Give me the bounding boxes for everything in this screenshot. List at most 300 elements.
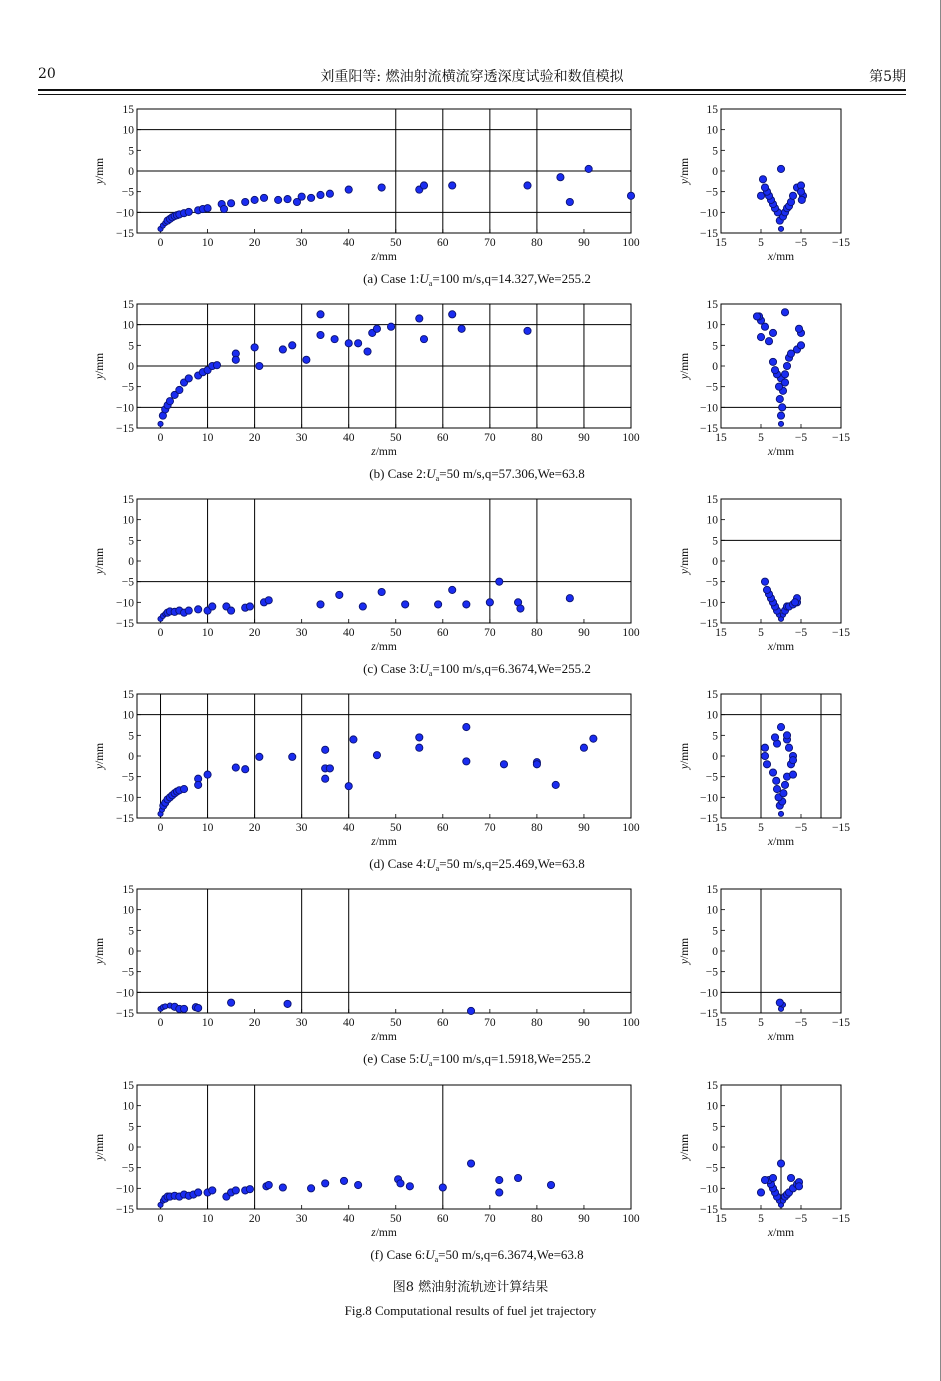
- data-point: [496, 578, 503, 585]
- y-tick-label: 5: [128, 1121, 134, 1134]
- chart-e-end: [679, 884, 850, 1043]
- data-point: [317, 331, 324, 338]
- y-axis-label: y/mm: [94, 352, 106, 380]
- y-tick-label: −10: [700, 987, 718, 1000]
- figure-caption-cn: 图8 燃油射流轨迹计算结果: [392, 1280, 549, 1295]
- y-axis-label: y/mm: [94, 742, 106, 770]
- y-tick-label: −5: [121, 966, 134, 979]
- x-axis-label: z/mm: [371, 1227, 397, 1239]
- y-tick-label: 10: [706, 514, 718, 527]
- data-points: [158, 723, 597, 816]
- data-point: [378, 588, 385, 595]
- x-axis-label: x/mm: [767, 1031, 795, 1043]
- y-tick-label: 5: [128, 925, 134, 938]
- y-axis-label: y/mm: [94, 547, 106, 575]
- subfigure-caption: (b) Case $2:U_a=50$ m/s,q=57.306,We=63.8: [369, 466, 585, 483]
- data-point: [176, 386, 183, 393]
- data-point: [242, 766, 249, 773]
- x-axis-label: z/mm: [371, 446, 397, 458]
- y-tick-label: −5: [705, 771, 718, 784]
- y-tick-label: 10: [706, 904, 718, 917]
- x-tick-label: 80: [531, 237, 543, 249]
- data-point: [467, 1160, 474, 1167]
- data-point: [260, 194, 267, 201]
- x-tick-label: 100: [622, 237, 640, 249]
- y-tick-label: 10: [706, 319, 718, 332]
- plot-frame: [721, 499, 841, 623]
- y-tick-label: 5: [128, 730, 134, 743]
- y-tick-label: 15: [706, 884, 718, 896]
- x-tick-label: 50: [390, 822, 402, 834]
- x-tick-label: 90: [578, 237, 590, 249]
- y-tick-label: −10: [116, 1183, 134, 1196]
- y-tick-label: −5: [705, 186, 718, 199]
- x-tick-label: 80: [531, 822, 543, 834]
- data-point: [783, 362, 790, 369]
- x-tick-label: 5: [758, 822, 764, 834]
- data-point: [783, 732, 790, 739]
- x-axis-label: z/mm: [371, 836, 397, 848]
- data-point: [387, 323, 394, 330]
- x-tick-label: 15: [715, 822, 727, 834]
- x-tick-label: 30: [295, 822, 308, 834]
- x-tick-label: 80: [531, 1017, 543, 1029]
- x-tick-label: −5: [794, 237, 808, 249]
- y-tick-label: −5: [705, 576, 718, 589]
- data-point: [585, 165, 592, 172]
- y-tick-label: −10: [116, 597, 134, 610]
- x-tick-label: 15: [715, 627, 727, 639]
- x-tick-label: 60: [437, 627, 449, 639]
- data-point: [777, 165, 784, 172]
- x-axis-label: x/mm: [767, 1227, 795, 1239]
- y-tick-label: 0: [128, 751, 134, 763]
- data-point: [345, 186, 352, 193]
- data-point: [279, 1184, 286, 1191]
- y-tick-label: 0: [128, 556, 134, 568]
- x-tick-label: −15: [832, 822, 850, 834]
- x-axis-label: x/mm: [767, 641, 795, 653]
- y-axis-label: y/mm: [94, 1133, 106, 1161]
- y-tick-label: 0: [128, 166, 134, 178]
- y-tick-label: 10: [122, 709, 134, 722]
- subfigure-caption: (f) Case $6:U_a=50$ m/s,q=6.3674,We=63.8: [370, 1247, 584, 1264]
- y-tick-label: 5: [712, 145, 718, 158]
- x-tick-label: 100: [622, 822, 640, 834]
- x-tick-label: 5: [758, 1017, 764, 1029]
- data-point: [246, 603, 253, 610]
- x-tick-label: 10: [201, 432, 214, 444]
- x-axis-label: x/mm: [767, 446, 795, 458]
- y-axis-label: y/mm: [94, 157, 106, 185]
- data-point: [781, 781, 788, 788]
- data-point: [787, 1174, 794, 1181]
- data-point: [778, 811, 783, 816]
- data-point: [275, 196, 282, 203]
- y-tick-label: −10: [700, 597, 718, 610]
- data-point: [359, 603, 366, 610]
- data-point: [773, 785, 780, 792]
- data-point: [763, 586, 770, 593]
- x-tick-label: 0: [157, 822, 164, 834]
- subfigure-caption: (a) Case $1:U_a=100$ m/s,q=14.327,We=255.2: [363, 271, 591, 288]
- y-tick-label: 5: [712, 340, 718, 353]
- data-point: [524, 327, 531, 334]
- data-point: [416, 315, 423, 322]
- data-point: [364, 348, 371, 355]
- y-axis-label: y/mm: [679, 937, 691, 965]
- y-tick-label: −5: [705, 381, 718, 394]
- x-tick-label: 50: [390, 1017, 402, 1029]
- x-tick-label: 15: [715, 237, 727, 249]
- x-tick-label: 70: [484, 1017, 496, 1029]
- y-tick-label: 15: [122, 1080, 134, 1092]
- data-points: [757, 1160, 802, 1208]
- y-tick-label: 0: [712, 556, 718, 568]
- figure-caption-en: Fig.8 Computational results of fuel jet trajectory: [344, 1303, 597, 1318]
- data-point: [552, 781, 559, 788]
- data-point: [220, 205, 227, 212]
- data-points: [158, 311, 531, 427]
- data-point: [789, 192, 796, 199]
- y-tick-label: 5: [712, 535, 718, 548]
- y-tick-label: −10: [116, 207, 134, 220]
- data-point: [284, 1000, 291, 1007]
- x-tick-label: 80: [531, 627, 543, 639]
- plot-frame: [137, 889, 631, 1013]
- plot-frame: [721, 889, 841, 1013]
- data-point: [769, 769, 776, 776]
- data-point: [795, 325, 802, 332]
- y-tick-label: 0: [128, 361, 134, 373]
- y-tick-label: −5: [121, 186, 134, 199]
- data-point: [449, 586, 456, 593]
- data-point: [777, 412, 784, 419]
- x-tick-label: 80: [531, 1213, 543, 1225]
- data-point: [416, 734, 423, 741]
- y-tick-label: 15: [122, 104, 134, 116]
- data-point: [797, 188, 804, 195]
- x-tick-label: 20: [248, 237, 261, 249]
- data-point: [317, 601, 324, 608]
- data-point: [232, 1187, 239, 1194]
- x-tick-label: 30: [295, 1213, 308, 1225]
- x-tick-label: 50: [390, 627, 402, 639]
- x-tick-label: 5: [758, 237, 764, 249]
- y-tick-label: 5: [712, 925, 718, 938]
- data-point: [284, 196, 291, 203]
- y-tick-label: −10: [700, 207, 718, 220]
- y-axis-label: y/mm: [679, 157, 691, 185]
- data-points: [761, 723, 796, 816]
- y-tick-label: 5: [712, 1121, 718, 1134]
- data-point: [373, 752, 380, 759]
- data-point: [778, 421, 783, 426]
- data-point: [373, 325, 380, 332]
- y-tick-label: 10: [122, 124, 134, 137]
- data-point: [227, 200, 234, 207]
- x-tick-label: 60: [437, 822, 449, 834]
- data-point: [195, 1004, 202, 1011]
- data-point: [251, 196, 258, 203]
- x-tick-label: 70: [484, 1213, 496, 1225]
- chart-a-end: [679, 104, 850, 263]
- data-point: [496, 1189, 503, 1196]
- x-tick-label: 90: [578, 432, 590, 444]
- data-point: [761, 744, 768, 751]
- data-point: [180, 1005, 187, 1012]
- y-tick-label: −5: [121, 771, 134, 784]
- y-tick-label: 15: [706, 494, 718, 506]
- data-point: [557, 174, 564, 181]
- chart-b-side: [94, 299, 640, 483]
- data-point: [781, 309, 788, 316]
- data-points: [158, 999, 475, 1014]
- y-tick-label: 0: [712, 1142, 718, 1154]
- data-points: [753, 309, 804, 427]
- y-tick-label: 10: [706, 124, 718, 137]
- data-point: [439, 1184, 446, 1191]
- x-tick-label: 20: [248, 432, 261, 444]
- y-tick-label: 10: [122, 514, 134, 527]
- data-point: [227, 607, 234, 614]
- data-point: [232, 356, 239, 363]
- y-tick-label: 0: [712, 946, 718, 958]
- data-point: [757, 333, 764, 340]
- x-tick-label: 15: [715, 1017, 727, 1029]
- data-point: [322, 1180, 329, 1187]
- x-tick-label: 40: [342, 432, 355, 444]
- x-tick-label: 0: [157, 237, 164, 249]
- chart-c-end: [679, 494, 850, 653]
- data-point: [781, 371, 788, 378]
- x-tick-label: 10: [201, 1213, 214, 1225]
- y-tick-label: −5: [705, 966, 718, 979]
- x-tick-label: 15: [715, 1213, 727, 1225]
- data-point: [463, 601, 470, 608]
- y-tick-label: −10: [700, 402, 718, 415]
- x-tick-label: 20: [248, 1017, 261, 1029]
- x-tick-label: 0: [157, 1213, 164, 1225]
- y-tick-label: −15: [700, 813, 718, 825]
- y-tick-label: 15: [122, 299, 134, 311]
- data-point: [435, 601, 442, 608]
- x-tick-label: 70: [484, 237, 496, 249]
- data-point: [256, 753, 263, 760]
- data-point: [761, 184, 768, 191]
- y-tick-label: 15: [706, 689, 718, 701]
- x-tick-label: 80: [531, 432, 543, 444]
- x-tick-label: 100: [622, 1017, 640, 1029]
- x-tick-label: −15: [832, 1017, 850, 1029]
- chart-f-end: [679, 1080, 850, 1239]
- data-points: [158, 1160, 555, 1208]
- data-point: [265, 597, 272, 604]
- data-point: [289, 342, 296, 349]
- data-point: [449, 311, 456, 318]
- data-point: [777, 723, 784, 730]
- data-point: [265, 1181, 272, 1188]
- y-tick-label: −10: [116, 402, 134, 415]
- x-tick-label: 100: [622, 1213, 640, 1225]
- y-tick-label: 10: [706, 709, 718, 722]
- data-point: [185, 607, 192, 614]
- plot-frame: [137, 694, 631, 818]
- data-point: [195, 781, 202, 788]
- data-point: [753, 313, 760, 320]
- y-tick-label: −15: [700, 228, 718, 240]
- y-axis-label: y/mm: [679, 742, 691, 770]
- y-tick-label: 15: [706, 104, 718, 116]
- y-tick-label: 5: [128, 340, 134, 353]
- issue-number: 第5期: [869, 69, 906, 85]
- x-tick-label: 50: [390, 1213, 402, 1225]
- data-point: [185, 375, 192, 382]
- data-point: [776, 395, 783, 402]
- data-point: [797, 342, 804, 349]
- x-tick-label: −5: [794, 1017, 808, 1029]
- x-tick-label: 5: [758, 1213, 764, 1225]
- data-point: [777, 1160, 784, 1167]
- data-point: [345, 340, 352, 347]
- data-point: [517, 605, 524, 612]
- x-tick-label: 90: [578, 627, 590, 639]
- page-number: 20: [38, 66, 56, 82]
- y-tick-label: −15: [700, 618, 718, 630]
- data-point: [256, 362, 263, 369]
- y-tick-label: 0: [128, 1142, 134, 1154]
- data-point: [298, 193, 305, 200]
- y-tick-label: 10: [122, 319, 134, 332]
- subfigure-caption: (d) Case $4:U_a=50$ m/s,q=25.469,We=63.8: [369, 856, 585, 873]
- x-tick-label: 40: [342, 1017, 355, 1029]
- y-tick-label: −15: [116, 1204, 134, 1216]
- x-axis-label: z/mm: [371, 641, 397, 653]
- x-tick-label: 20: [248, 1213, 261, 1225]
- subfigure-caption: (c) Case $3:U_a=100$ m/s,q=6.3674,We=255.2: [363, 661, 591, 678]
- y-tick-label: −15: [116, 228, 134, 240]
- x-axis-label: z/mm: [371, 251, 397, 263]
- x-tick-label: 40: [342, 237, 355, 249]
- x-tick-label: 60: [437, 237, 449, 249]
- data-point: [195, 1189, 202, 1196]
- x-tick-label: 60: [437, 1017, 449, 1029]
- x-tick-label: −15: [832, 1213, 850, 1225]
- x-tick-label: −15: [832, 432, 850, 444]
- data-points: [776, 999, 785, 1011]
- y-tick-label: 15: [706, 1080, 718, 1092]
- data-point: [350, 736, 357, 743]
- x-tick-label: 0: [157, 627, 164, 639]
- data-point: [769, 358, 776, 365]
- y-tick-label: 0: [712, 751, 718, 763]
- data-point: [795, 1183, 802, 1190]
- data-point: [486, 599, 493, 606]
- y-tick-label: 15: [706, 299, 718, 311]
- y-tick-label: −10: [116, 792, 134, 805]
- data-point: [761, 752, 768, 759]
- data-point: [378, 184, 385, 191]
- chart-d-side: [94, 689, 640, 873]
- data-point: [317, 191, 324, 198]
- y-tick-label: 10: [122, 1100, 134, 1113]
- data-point: [463, 723, 470, 730]
- data-point: [331, 336, 338, 343]
- y-axis-label: y/mm: [94, 937, 106, 965]
- chart-a-side: [94, 104, 640, 288]
- y-tick-label: −5: [705, 1162, 718, 1175]
- y-tick-label: −10: [116, 987, 134, 1000]
- y-tick-label: 10: [122, 904, 134, 917]
- y-tick-label: −10: [700, 1183, 718, 1196]
- data-point: [340, 1177, 347, 1184]
- data-point: [533, 761, 540, 768]
- y-tick-label: −15: [116, 423, 134, 435]
- data-point: [326, 190, 333, 197]
- y-tick-label: −5: [121, 381, 134, 394]
- data-point: [761, 578, 768, 585]
- data-point: [204, 771, 211, 778]
- x-axis-label: z/mm: [371, 1031, 397, 1043]
- y-tick-label: 0: [128, 946, 134, 958]
- chart-e-side: [94, 884, 640, 1068]
- data-point: [322, 746, 329, 753]
- data-point: [798, 196, 805, 203]
- x-axis-label: x/mm: [767, 836, 795, 848]
- x-tick-label: 20: [248, 627, 261, 639]
- data-point: [303, 356, 310, 363]
- x-tick-label: 90: [578, 1213, 590, 1225]
- data-point: [514, 1174, 521, 1181]
- data-point: [580, 744, 587, 751]
- data-point: [185, 208, 192, 215]
- x-tick-label: 30: [295, 432, 308, 444]
- chart-f-side: [94, 1080, 640, 1264]
- x-tick-label: −5: [794, 822, 808, 834]
- data-points: [761, 578, 800, 621]
- data-point: [496, 1176, 503, 1183]
- data-point: [336, 591, 343, 598]
- data-point: [449, 182, 456, 189]
- data-point: [180, 785, 187, 792]
- y-axis-label: y/mm: [679, 1133, 691, 1161]
- data-point: [232, 764, 239, 771]
- data-point: [416, 744, 423, 751]
- data-point: [195, 606, 202, 613]
- data-point: [763, 761, 770, 768]
- data-point: [317, 311, 324, 318]
- x-tick-label: 40: [342, 1213, 355, 1225]
- y-tick-label: 5: [712, 730, 718, 743]
- x-tick-label: 100: [622, 627, 640, 639]
- data-point: [458, 325, 465, 332]
- y-tick-label: 15: [122, 494, 134, 506]
- data-point: [209, 603, 216, 610]
- data-point: [246, 1186, 253, 1193]
- x-tick-label: 0: [157, 1017, 164, 1029]
- data-point: [779, 404, 786, 411]
- data-point: [778, 226, 783, 231]
- x-tick-label: 0: [157, 432, 164, 444]
- data-point: [355, 340, 362, 347]
- data-point: [789, 757, 796, 764]
- data-point: [355, 1181, 362, 1188]
- data-point: [771, 367, 778, 374]
- chart-c-side: [94, 494, 640, 678]
- x-tick-label: 10: [201, 237, 214, 249]
- data-point: [791, 599, 798, 606]
- y-tick-label: −5: [121, 1162, 134, 1175]
